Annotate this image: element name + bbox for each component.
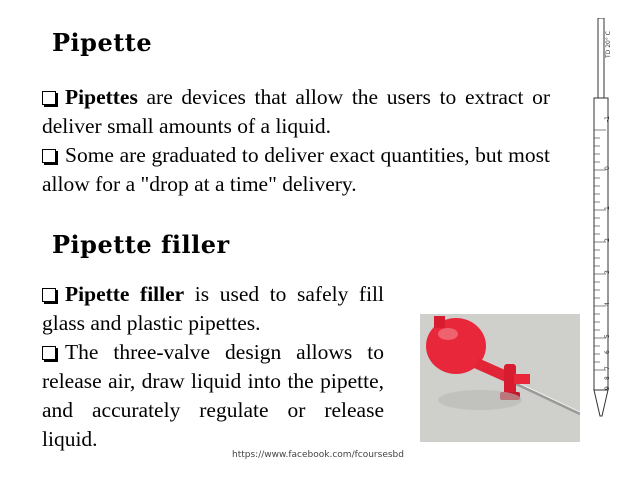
svg-text:2: 2 xyxy=(604,238,611,242)
svg-text:4: 4 xyxy=(604,302,611,306)
definition: are devices that allow the users to extract or deliver small amounts of a liquid. xyxy=(42,85,550,138)
term: Pipette filler xyxy=(65,282,185,306)
pipette-filler-photo xyxy=(420,314,580,442)
pipette-heading: Pipette xyxy=(52,28,153,57)
svg-text:5: 5 xyxy=(604,334,611,338)
svg-text:7: 7 xyxy=(604,366,611,370)
bullet-text: The three-valve design allows to release air, draw liquid into the pipette, and accurately regulate or release liquid. xyxy=(42,340,384,451)
graduated-pipette-illustration xyxy=(588,18,614,418)
pipette-label: TD 20° C xyxy=(605,31,612,58)
checkbox-bullet-icon xyxy=(42,288,56,302)
pipette-filler-heading: Pipette filler xyxy=(52,230,230,259)
pipette-description xyxy=(42,83,550,199)
svg-text:9: 9 xyxy=(604,386,611,390)
svg-text:-1: -1 xyxy=(604,116,611,122)
checkbox-bullet-icon xyxy=(42,346,56,360)
list-item xyxy=(42,83,550,141)
source-url: https://www.facebook.com/fcoursesbd xyxy=(232,450,404,460)
svg-text:0: 0 xyxy=(604,166,611,170)
svg-text:6: 6 xyxy=(604,350,611,354)
pipette-filler-description xyxy=(42,280,384,454)
term: Pipettes xyxy=(65,85,138,109)
svg-text:3: 3 xyxy=(604,270,611,274)
svg-text:8: 8 xyxy=(604,376,611,380)
svg-text:1: 1 xyxy=(604,206,611,210)
list-item xyxy=(42,280,384,338)
bullet-text: Some are graduated to deliver exact quantities, but most allow for a "drop at a time" delivery. xyxy=(42,143,550,196)
checkbox-bullet-icon xyxy=(42,91,56,105)
definition: is used to safely fill glass and plastic pipettes. xyxy=(42,282,384,335)
list-item xyxy=(42,141,550,199)
pipette-filler-illustration xyxy=(420,314,580,442)
list-item xyxy=(42,338,384,454)
graduated-pipette-icon xyxy=(588,18,614,418)
checkbox-bullet-icon xyxy=(42,149,56,163)
